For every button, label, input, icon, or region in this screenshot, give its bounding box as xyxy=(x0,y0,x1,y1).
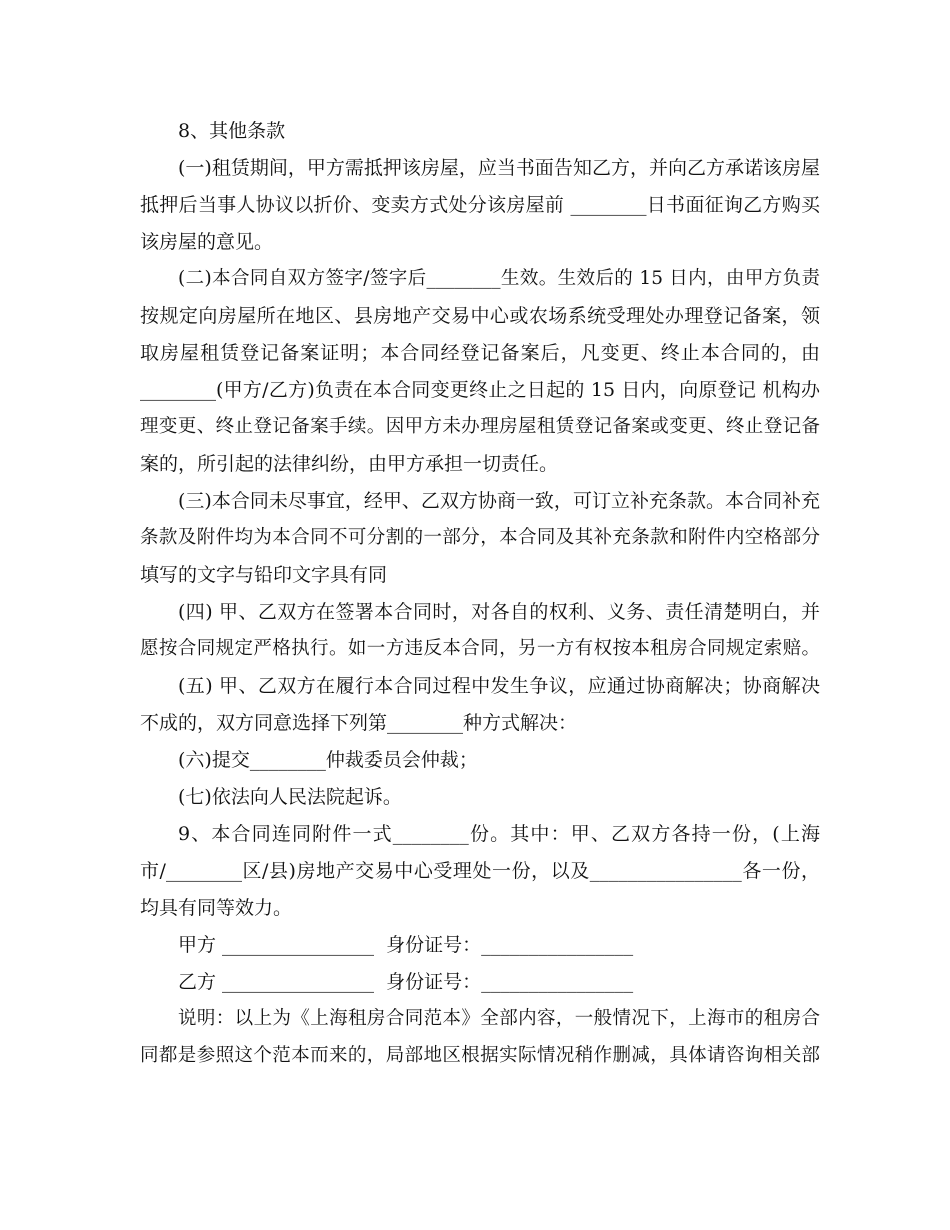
paragraph-line: 理变更、终止登记备案手续。因甲方未办理房屋租赁登记备案或变更、终止登记备 xyxy=(140,416,820,437)
paragraph-line: 市/________区/县)房地产交易中心受理处一份，以及________________各一份， xyxy=(140,860,820,882)
paragraph-line: 抵押后当事人协议以折价、变卖方式处分该房屋前 ________日书面征询乙方购买 xyxy=(140,194,820,216)
paragraph-line: (二)本合同自双方签字/签字后________生效。生效后的 15 日内，由甲方负责 xyxy=(178,268,820,289)
paragraph-line: 填写的文字与铅印文字具有同 xyxy=(140,564,388,586)
paragraph-line: (六)提交________仲裁委员会仲裁； xyxy=(178,749,478,771)
note-line: 同都是参照这个范本而来的，局部地区根据实际情况稍作删减，具体请咨询相关部 xyxy=(140,1045,820,1066)
paragraph-line: 条款及附件均为本合同不可分割的一部分，本合同及其补充条款和附件内空格部分 xyxy=(140,527,820,548)
paragraph-line: (四) 甲、乙双方在签署本合同时，对各自的权利、义务、责任清楚明白，并 xyxy=(178,601,820,623)
section-heading-8: 8、其他条款 xyxy=(178,120,286,142)
paragraph-line: 愿按合同规定严格执行。如一方违反本合同，另一方有权按本租房合同规定索赔。 xyxy=(140,638,820,659)
paragraph-line: 案的，所引起的法律纠纷，由甲方承担一切责任。 xyxy=(140,453,559,475)
note-line: 说明：以上为《上海租房合同范本》全部内容，一般情况下，上海市的租房合 xyxy=(178,1008,820,1029)
paragraph-line: 取房屋租赁登记备案证明；本合同经登记备案后，凡变更、终止本合同的，由 xyxy=(140,342,820,364)
paragraph-line: (三)本合同未尽事宜，经甲、乙双方协商一致，可订立补充条款。本合同补充 xyxy=(178,490,820,512)
paragraph-line: 按规定向房屋所在地区、县房地产交易中心或农场系统受理处办理登记备案，领 xyxy=(140,305,820,327)
paragraph-line: (七)依法向人民法院起诉。 xyxy=(178,786,402,808)
paragraph-line: (五) 甲、乙双方在履行本合同过程中发生争议，应通过协商解决；协商解决 xyxy=(178,675,820,697)
party-a-signature-line: 甲方 ________________ 身份证号：________________ xyxy=(178,934,634,956)
paragraph-line: 该房屋的意见。 xyxy=(140,231,274,253)
paragraph-line: 均具有同等效力。 xyxy=(140,897,293,919)
section-9-line: 9、本合同连同附件一式________份。其中：甲、乙双方各持一份，(上海 xyxy=(178,823,820,845)
paragraph-line: 不成的，双方同意选择下列第________种方式解决： xyxy=(140,712,578,734)
paragraph-line: ________(甲方/乙方)负责在本合同变更终止之日起的 15 日内，向原登记 机构办 xyxy=(140,379,820,401)
party-b-signature-line: 乙方 ________________ 身份证号：________________ xyxy=(178,971,634,993)
paragraph-line: (一)租赁期间，甲方需抵押该房屋，应当书面告知乙方，并向乙方承诺该房屋 xyxy=(178,157,820,179)
